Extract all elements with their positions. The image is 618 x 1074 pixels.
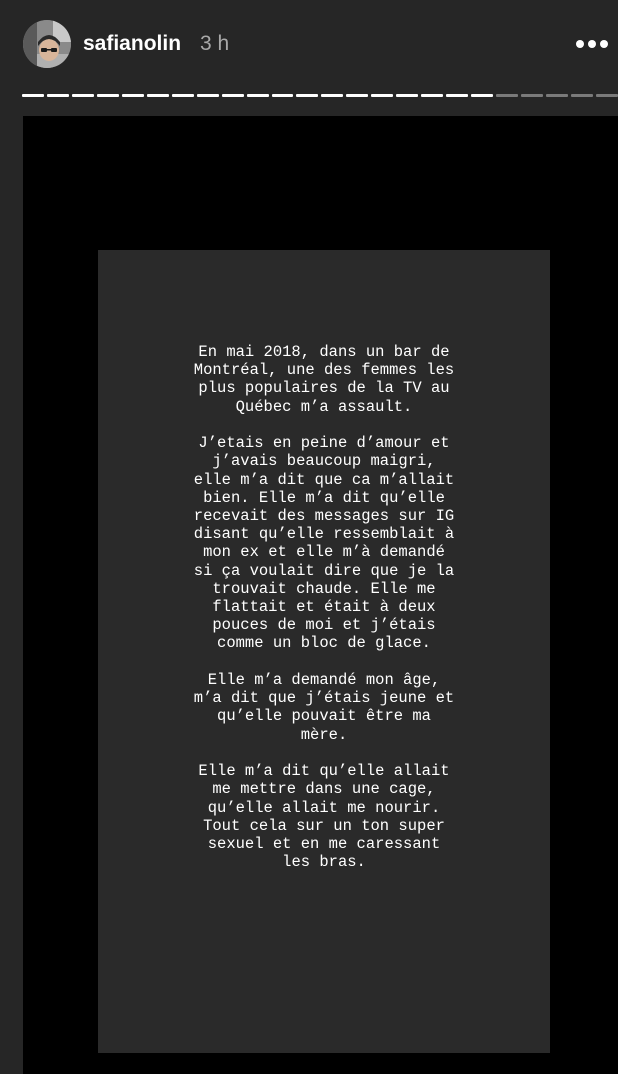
progress-segment [496, 94, 518, 97]
timestamp: 3 h [200, 32, 230, 55]
more-horizontal-icon [572, 30, 612, 58]
progress-segment [596, 94, 618, 97]
progress-segment [471, 94, 493, 97]
progress-segment [122, 94, 144, 97]
story-paragraph-3: Elle m’a demandé mon âge, m’a dit que j’étais jeune et qu’elle pouvait être ma mère. [193, 671, 455, 744]
story-text-card [98, 250, 550, 1053]
progress-segment [147, 94, 169, 97]
story-header [0, 0, 618, 92]
progress-segment [47, 94, 69, 97]
progress-segment [247, 94, 269, 97]
avatar[interactable] [23, 20, 71, 68]
progress-segment [296, 94, 318, 97]
progress-segment [421, 94, 443, 97]
progress-segment [222, 94, 244, 97]
more-options-button[interactable] [572, 30, 612, 58]
progress-segment [521, 94, 543, 97]
progress-segment [571, 94, 593, 97]
progress-segment [321, 94, 343, 97]
progress-segment [371, 94, 393, 97]
story-paragraph-2: J’etais en peine d’amour et j’avais beaucoup maigri, elle m’a dit que ca m’allait bien. Elle m’a dit qu’elle recevait des messages sur IG disant qu’elle ressemblait à mon ex et elle m’à demandé si ça voulait dire que je la trouvait chaude. Elle me flattait et était à deux pouces de moi et j’étais comme un bloc de glace. [193, 434, 455, 653]
progress-segment [446, 94, 468, 97]
progress-segment [546, 94, 568, 97]
story-paragraph-1: En mai 2018, dans un bar de Montréal, une des femmes les plus populaires de la TV au Québec m’a assault. [193, 343, 455, 416]
story-progress-bar [22, 94, 618, 98]
avatar-image [23, 20, 71, 68]
progress-segment [272, 94, 294, 97]
progress-segment [197, 94, 219, 97]
story-paragraph-4: Elle m’a dit qu’elle allait me mettre dans une cage, qu’elle allait me nourir. Tout cela sur un ton super sexuel et en me caressant les bras. [198, 762, 450, 872]
username[interactable]: safianolin [83, 32, 182, 55]
progress-segment [97, 94, 119, 97]
progress-segment [346, 94, 368, 97]
progress-segment [396, 94, 418, 97]
progress-segment [72, 94, 94, 97]
progress-segment [172, 94, 194, 97]
story-viewer[interactable] [23, 116, 618, 1074]
story-text [98, 343, 550, 890]
progress-segment [22, 94, 44, 97]
